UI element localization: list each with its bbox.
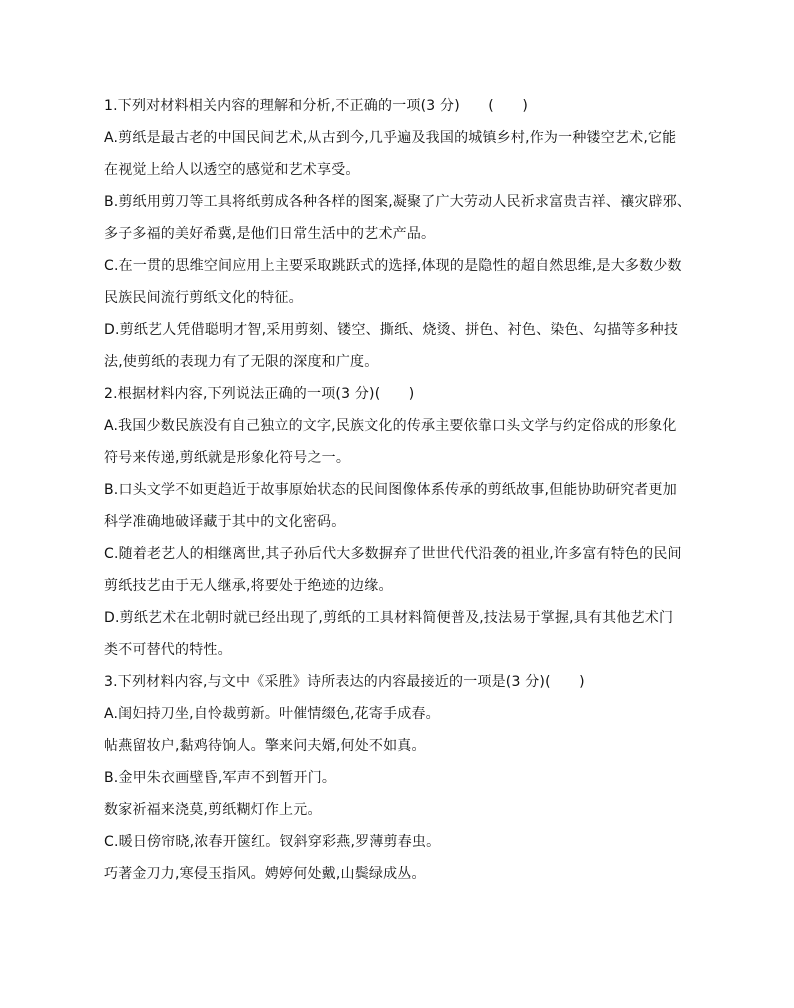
- q3-option-c-line-2: 巧著金刀力,寒侵玉指风。娉婷何处戴,山鬓绿成丛。: [104, 866, 426, 882]
- q2-option-a-line-1: A.我国少数民族没有自己独立的文字,民族文化的传承主要依靠口头文学与约定俗成的形象化: [104, 418, 677, 434]
- q1-option-d-line-1: D.剪纸艺人凭借聪明才智,采用剪刻、镂空、撕纸、烧烫、拼色、衬色、染色、勾描等多种技: [104, 322, 679, 338]
- q3-option-c-line-1: C.暖日傍帘晓,浓春开箧红。钗斜穿彩燕,罗薄剪春虫。: [104, 834, 441, 850]
- q3-option-a-line-2: 帖燕留妆户,黏鸡待饷人。擎来问夫婿,何处不如真。: [104, 738, 426, 754]
- question-1-stem: 1.下列对材料相关内容的理解和分析,不正确的一项(3 分) ( ): [104, 98, 529, 114]
- q2-option-a-line-2: 符号来传递,剪纸就是形象化符号之一。: [104, 450, 351, 466]
- q1-option-c-line-2: 民族民间流行剪纸文化的特征。: [104, 290, 303, 306]
- q2-option-b-line-2: 科学准确地破译藏于其中的文化密码。: [104, 514, 346, 530]
- q2-option-c-line-2: 剪纸技艺由于无人继承,将要处于绝迹的边缘。: [104, 578, 393, 594]
- q2-option-c-line-1: C.随着老艺人的相继离世,其子孙后代大多数摒弃了世世代代沿袭的祖业,许多富有特色的民间: [104, 546, 682, 562]
- q1-option-a-line-1: A.剪纸是最古老的中国民间艺术,从古到今,几乎遍及我国的城镇乡村,作为一种镂空艺术,它能: [104, 130, 677, 146]
- q1-option-b-line-1: B.剪纸用剪刀等工具将纸剪成各种各样的图案,凝聚了广大劳动人民祈求富贵吉祥、禳灾辟邪、: [104, 194, 692, 210]
- q3-option-a-line-1: A.闺妇持刀坐,自怜裁剪新。叶催情缀色,花寄手成春。: [104, 706, 440, 722]
- q3-option-b-line-2: 数家祈福来浇莫,剪纸糊灯作上元。: [104, 802, 322, 818]
- q1-option-d-line-2: 法,使剪纸的表现力有了无限的深度和广度。: [104, 354, 379, 370]
- question-2: [104, 378, 704, 666]
- q1-option-c-line-1: C.在一贯的思维空间应用上主要采取跳跃式的选择,体现的是隐性的超自然思维,是大多数少数: [104, 258, 682, 274]
- q2-option-d-line-1: D.剪纸艺术在北朝时就已经出现了,剪纸的工具材料简便普及,技法易于掌握,具有其他艺术门: [104, 610, 674, 626]
- q1-option-b-line-2: 多子多福的美好希冀,是他们日常生活中的艺术产品。: [104, 226, 436, 242]
- question-3: [104, 666, 704, 890]
- q2-option-d-line-2: 类不可替代的特性。: [104, 642, 232, 658]
- q2-option-b-line-1: B.口头文学不如更趋近于故事原始状态的民间图像体系传承的剪纸故事,但能协助研究者更加: [104, 482, 677, 498]
- question-1: [104, 90, 704, 378]
- question-3-stem: 3.下列材料内容,与文中《采胜》诗所表达的内容最接近的一项是(3 分)( ): [104, 674, 585, 690]
- q3-option-b-line-1: B.金甲朱衣画壁昏,军声不到暂开门。: [104, 770, 337, 786]
- question-list: [104, 90, 704, 890]
- q1-option-a-line-2: 在视觉上给人以透空的感觉和艺术享受。: [104, 162, 360, 178]
- question-2-stem: 2.根据材料内容,下列说法正确的一项(3 分)( ): [104, 386, 415, 402]
